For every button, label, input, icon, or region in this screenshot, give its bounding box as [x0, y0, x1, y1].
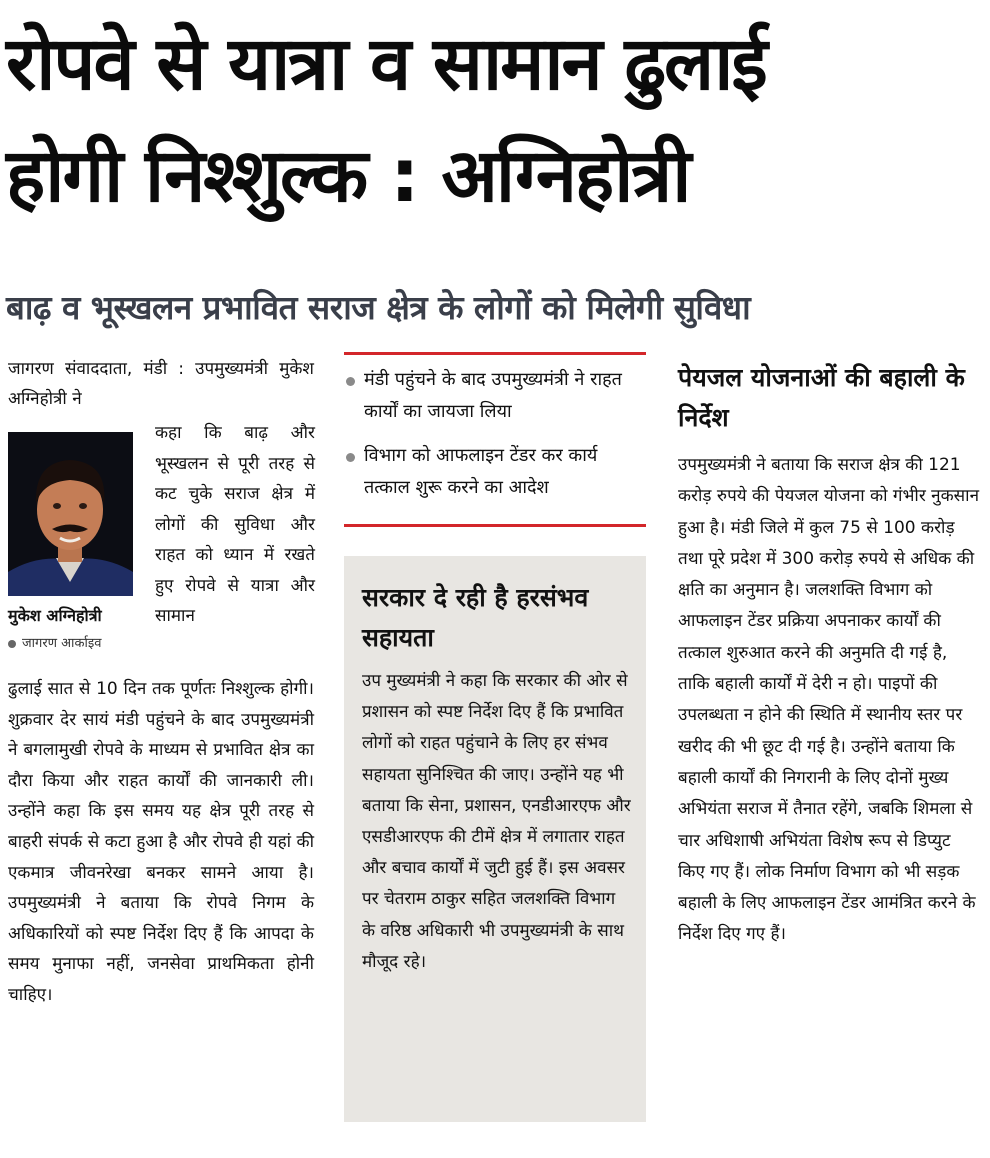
column-3-body: उपमुख्यमंत्री ने बताया कि सराज क्षेत्र की 121 करोड़ रुपये की पेयजल योजना को गंभीर नुकसान हुआ है। मंडी जिले में कुल 75 से 100 करोड़ तथा पूरे प्रदेश में 300 करोड़ रुपये से अधिक की क्षति का अनुमान है। जलशक्ति विभाग को आफलाइन टेंडर प्रक्रिया अपनाकर कार्यों की तत्काल शुरुआत करने की अनुमति दी गई है, ताकि बहाली कार्यों में देरी न हो। पाइपों की उपलब्धता न होने की स्थिति में स्थानीय स्तर पर खरीद की भी छूट दी गई है। उन्होंने बताया कि बहाली कार्यों की निगरानी के लिए दोनों मुख्य अभियंता सराज में तैनात रहेंगे, जबकि शिमला से चार अधिशाषी अभियंता विशेष रूप से डिप्युट किए गए हैं। लोक निर्माण विभाग को भी सड़क बहाली के लिए आफलाइन टेंडर आमंत्रित करने के निर्देश दिए गए हैं। [678, 455, 980, 945]
sidebar-title: सरकार दे रही है हरसंभव सहायता [362, 583, 589, 652]
headline-line-1: रोपवे से यात्रा व सामान ढुलाई [6, 21, 766, 107]
portrait-photo [8, 432, 133, 596]
highlight-text: मंडी पहुंचने के बाद उपमुख्यमंत्री ने राहत कार्यों का जायजा लिया [364, 369, 622, 422]
bullet-icon [8, 640, 16, 648]
photo-credit-text: जागरण आर्काइव [22, 636, 102, 651]
portrait-illustration [8, 432, 133, 596]
highlight-divider-top [344, 352, 646, 355]
highlight-divider-bottom [344, 524, 646, 527]
sidebar-body: उप मुख्यमंत्री ने कहा कि सरकार की ओर से प्रशासन को स्पष्ट निर्देश दिए हैं कि प्रभावित लोगों को राहत पहुंचाने के लिए हर संभव सहायता सुनिश्चित की जाए। उन्होंने यह भी बताया कि सेना, प्रशासन, एनडीआरएफ और एसडीआरएफ की टीमें क्षेत्र में लगातार राहत और बचाव कार्यों में जुटी हुई हैं। इस अवसर पर चेतराम ठाकुर सहित जलशक्ति विभाग के वरिष्ठ अधिकारी भी उपमुख्यमंत्री के साथ मौजूद रहे। [362, 671, 631, 972]
highlight-item [344, 364, 646, 428]
bullet-icon [346, 453, 355, 462]
headline [6, 8, 986, 232]
photo-caption-name: मुकेश अग्निहोत्री [8, 606, 102, 625]
sidebar-box [344, 556, 646, 1122]
headline-line-2: होगी निश्शुल्क : अग्निहोत्री [6, 133, 690, 219]
photo-credit [8, 634, 153, 654]
highlight-item [344, 440, 646, 504]
article-text-beside-photo: कहा कि बाढ़ और भूस्खलन से पूरी तरह से कट चुके सराज क्षेत्र में लोगों की सुविधा और राहत को ध्यान में रखते हुए रोपवे से यात्रा और सामान [155, 423, 315, 626]
column-3-title: पेयजल योजनाओं की बहाली के निर्देश [678, 363, 965, 432]
dateline: जागरण संवाददाता, मंडी : उपमुख्यमंत्री मुकेश अग्निहोत्री ने [8, 359, 314, 409]
highlights-list [344, 364, 646, 516]
highlight-text: विभाग को आफलाइन टेंडर कर कार्य तत्काल शुरू करने का आदेश [364, 445, 598, 498]
bullet-icon [346, 377, 355, 386]
article-body-col1: ढुलाई सात से 10 दिन तक पूर्णतः निश्शुल्क होगी। शुक्रवार देर सायं मंडी पहुंचने के बाद उपमुख्यमंत्री ने बगलामुखी रोपवे के माध्यम से प्रभावित क्षेत्र का दौरा किया और राहत कार्यों की जानकारी ली। उन्होंने कहा कि इस समय यह क्षेत्र पूरी तरह से बाहरी संपर्क से कटा हुआ है और रोपवे ही यहां की एकमात्र जीवनरेखा बनकर सामने आया है। उपमुख्यमंत्री ने बताया कि रोपवे निगम के अधिकारियों को स्पष्ट निर्देश दिए हैं कि आपदा के समय मुनाफा नहीं, जनसेवा प्राथमिकता होनी चाहिए। [8, 679, 314, 1005]
subheadline: बाढ़ व भूस्खलन प्रभावित सराज क्षेत्र के लोगों को मिलेगी सुविधा [6, 288, 751, 327]
